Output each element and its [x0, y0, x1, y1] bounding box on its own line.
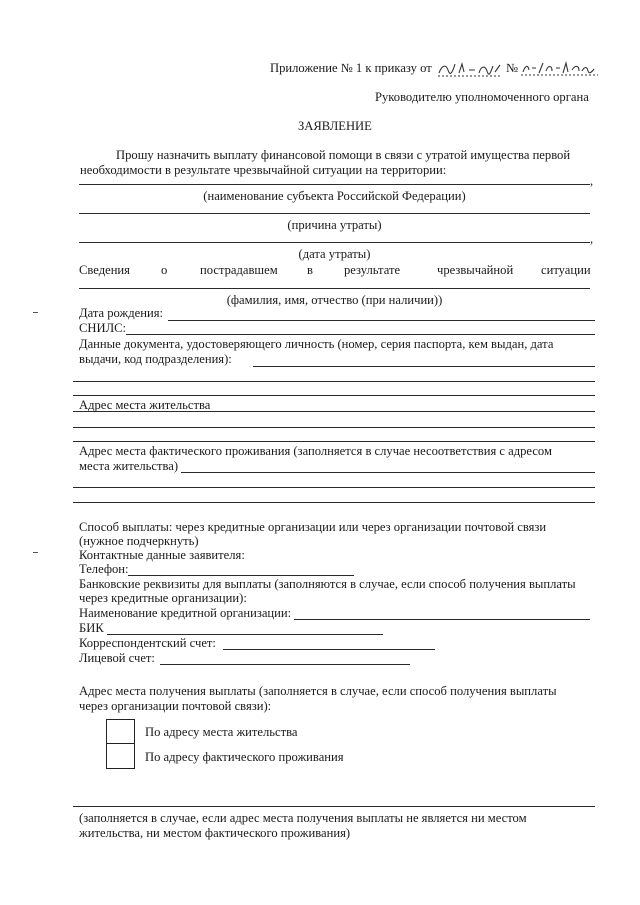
footnote-line-1: (заполняется в случае, если адрес места получения выплаты не является ни местом	[79, 811, 527, 825]
snils-label: СНИЛС:	[79, 321, 127, 335]
bank-details-line-2: через кредитные организации):	[79, 591, 247, 605]
fio-field[interactable]	[79, 288, 590, 289]
scan-mark	[33, 312, 38, 313]
residence-field[interactable]	[73, 427, 595, 428]
scan-mark	[33, 552, 38, 553]
info-word: о	[161, 263, 168, 277]
birth-date-field[interactable]	[168, 320, 595, 321]
comma: ,	[590, 174, 594, 188]
actual-address-field[interactable]	[73, 487, 595, 488]
info-word: Сведения	[79, 263, 130, 277]
residence-field[interactable]	[73, 411, 595, 412]
contacts-label: Контактные данные заявителя:	[79, 548, 245, 562]
hint-date: (дата утраты)	[298, 247, 371, 261]
document-line-1: Данные документа, удостоверяющего личность (номер, серия паспорта, кем выдан, дата	[79, 337, 554, 351]
comma: ,	[590, 232, 594, 246]
reason-field[interactable]	[79, 213, 590, 214]
bank-details-line-1: Банковские реквизиты для выплаты (заполняются в случае, если способ получения выплаты	[79, 577, 576, 591]
actual-address-line-1: Адрес места фактического проживания (заполняется в случае несоответствия с адресом	[79, 444, 552, 458]
hint-fio: (фамилия, имя, отчество (при наличии))	[226, 293, 443, 307]
delivery-line-2: через организации почтовой связи):	[79, 699, 272, 713]
payment-method-line-2: (нужное подчеркнуть)	[79, 534, 199, 548]
delivery-line-1: Адрес места получения выплаты (заполняется в случае, если способ получения выплаты	[79, 684, 557, 698]
intro-line-2: необходимости в результате чрезвычайной ситуации на территории:	[80, 163, 447, 177]
birth-date-label: Дата рождения:	[79, 306, 163, 320]
document-line-2: выдачи, код подразделения):	[79, 352, 232, 366]
info-word: чрезвычайной	[437, 263, 514, 277]
bank-name-field[interactable]	[294, 619, 590, 620]
residence-field[interactable]	[73, 441, 595, 442]
option-residence-checkbox[interactable]	[106, 719, 135, 745]
actual-address-field[interactable]	[73, 502, 595, 503]
option-actual-label: По адресу фактического проживания	[145, 750, 344, 764]
option-actual-checkbox[interactable]	[106, 743, 135, 769]
residence-label: Адрес места жительства	[79, 398, 211, 412]
other-address-field[interactable]	[73, 806, 595, 807]
handwritten-order-number	[520, 59, 600, 77]
personal-account-label: Лицевой счет:	[79, 651, 155, 665]
payment-method-line-1: Способ выплаты: через кредитные организации или через организации почтовой связи	[79, 520, 547, 534]
handwritten-date	[437, 60, 503, 78]
document-title: ЗАЯВЛЕНИЕ	[298, 119, 372, 133]
intro-line-1: Прошу назначить выплату финансовой помощи в связи с утратой имущества первой	[116, 148, 571, 162]
info-word: ситуации	[541, 263, 591, 277]
phone-label: Телефон:	[79, 562, 129, 576]
hint-subject: (наименование субъекта Российской Федерации)	[203, 189, 466, 203]
corr-account-label: Корреспондентский счет:	[79, 636, 216, 650]
document-field[interactable]	[253, 366, 595, 367]
snils-field[interactable]	[126, 334, 595, 335]
info-word: пострадавшем	[200, 263, 278, 277]
hint-reason: (причина утраты)	[287, 218, 382, 232]
document-field[interactable]	[73, 381, 595, 382]
footnote-line-2: жительства, ни местом фактического проживания)	[79, 826, 351, 840]
bik-label: БИК	[79, 621, 104, 635]
actual-address-line-2: места жительства)	[79, 459, 179, 473]
option-residence-label: По адресу места жительства	[145, 725, 298, 739]
number-sign: №	[506, 61, 519, 75]
addressee: Руководителю уполномоченного органа	[375, 90, 589, 104]
actual-address-field[interactable]	[181, 472, 595, 473]
subject-field[interactable]	[79, 184, 590, 185]
info-word: в	[307, 263, 313, 277]
info-word: результате	[344, 263, 401, 277]
personal-account-field[interactable]	[160, 664, 410, 665]
loss-date-field[interactable]	[79, 242, 590, 243]
document-field[interactable]	[73, 395, 595, 396]
appendix-text: Приложение № 1 к приказу от	[270, 61, 432, 75]
corr-account-field[interactable]	[223, 649, 435, 650]
bank-name-label: Наименование кредитной организации:	[79, 606, 292, 620]
